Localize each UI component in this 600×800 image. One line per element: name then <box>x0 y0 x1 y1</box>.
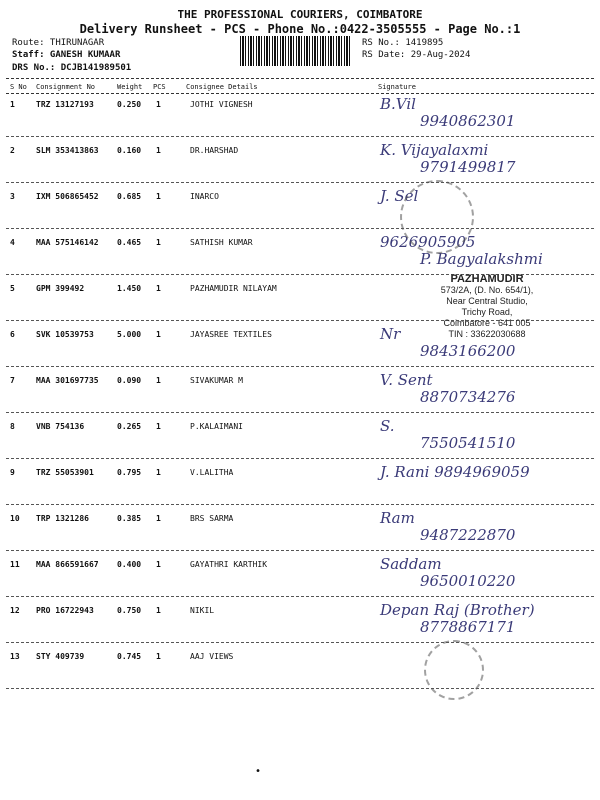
signature-line-2: 9487222870 <box>420 526 516 544</box>
cell-sno: 3 <box>10 192 15 201</box>
signature-line-2: 7550541510 <box>420 434 516 452</box>
row-separator <box>6 458 594 459</box>
col-sno: S No <box>10 83 27 91</box>
cell-wt: 5.000 <box>117 330 142 339</box>
signature-cell <box>380 142 590 176</box>
aaj-views-stamp <box>424 640 484 700</box>
col-consignment: Consignment No <box>36 83 96 91</box>
cell-sno: 6 <box>10 330 15 339</box>
cell-wt: 0.250 <box>117 100 142 109</box>
route-label: Route: THIRUNAGAR <box>12 38 105 48</box>
cell-name: SIVAKUMAR M <box>190 376 243 385</box>
cell-name: AAJ VIEWS <box>190 652 234 661</box>
signature-line-2: 9940862301 <box>420 112 516 130</box>
cell-name: SATHISH KUMAR <box>190 238 253 247</box>
cell-sno: 13 <box>10 652 20 661</box>
cell-name: GAYATHRI KARTHIK <box>190 560 268 569</box>
cell-wt: 0.090 <box>117 376 142 385</box>
cell-cn: MAA 301697735 <box>36 376 99 385</box>
cell-cn: IXM 506865452 <box>36 192 99 201</box>
row-separator <box>6 550 594 551</box>
cell-pcs: 1 <box>156 468 161 477</box>
signature-line-2: 9650010220 <box>420 572 516 590</box>
cell-pcs: 1 <box>156 284 161 293</box>
col-pcs: PCS <box>153 83 166 91</box>
header-rule-bottom <box>6 93 594 94</box>
cell-name: NIKIL <box>190 606 215 615</box>
cell-cn: TRZ 13127193 <box>36 100 94 109</box>
cell-wt: 0.465 <box>117 238 142 247</box>
row-separator <box>6 596 594 597</box>
cell-cn: SVK 10539753 <box>36 330 94 339</box>
signature-line-1: K. Vijayalaxmi <box>380 141 489 159</box>
cell-cn: VNB 754136 <box>36 422 85 431</box>
cell-wt: 0.385 <box>117 514 142 523</box>
cell-sno: 4 <box>10 238 15 247</box>
round-seal-stamp <box>400 180 474 254</box>
cell-sno: 2 <box>10 146 15 155</box>
signature-cell <box>380 96 590 130</box>
signature-line-1: Depan Raj (Brother) <box>380 601 535 619</box>
shop-address-4: Coimbatore - 641 005 <box>443 318 531 328</box>
signature-cell <box>380 510 590 544</box>
cell-pcs: 1 <box>156 606 161 615</box>
cell-sno: 9 <box>10 468 15 477</box>
row-separator <box>6 504 594 505</box>
signature-line-1: B.Vil <box>380 95 416 113</box>
signature-line-1: J. Sel <box>380 187 419 205</box>
col-consignee: Consignee Details <box>186 83 258 91</box>
cell-wt: 0.265 <box>117 422 142 431</box>
cell-sno: 8 <box>10 422 15 431</box>
shop-stamp <box>412 274 562 340</box>
cell-cn: TRZ 55053901 <box>36 468 94 477</box>
header-rule-top <box>6 78 594 79</box>
signature-line-1: V. Sent <box>380 371 433 389</box>
cell-sno: 12 <box>10 606 20 615</box>
signature-line-1: J. Rani 9894969059 <box>380 463 530 481</box>
signature-cell <box>380 464 590 481</box>
cell-sno: 1 <box>10 100 15 109</box>
cell-name: P.KALAIMANI <box>190 422 243 431</box>
signature-line-2: P. Bagyalakshmi <box>420 250 543 268</box>
cell-name: INARCO <box>190 192 219 201</box>
cell-name: JOTHI VIGNESH <box>190 100 253 109</box>
rs-date: RS Date: 29-Aug-2024 <box>362 50 471 60</box>
cell-pcs: 1 <box>156 330 161 339</box>
signature-cell <box>380 372 590 406</box>
signature-line-1: Nr <box>380 325 401 343</box>
cell-pcs: 1 <box>156 422 161 431</box>
col-signature: Signature <box>378 83 416 91</box>
cell-cn: MAA 866591667 <box>36 560 99 569</box>
cell-wt: 1.450 <box>117 284 142 293</box>
col-weight: Weight <box>117 83 143 91</box>
row-separator <box>6 412 594 413</box>
row-separator <box>6 182 594 183</box>
shop-address-2: Near Central Studio, <box>446 296 528 306</box>
cell-name: DR.HARSHAD <box>190 146 239 155</box>
signature-cell <box>380 556 590 590</box>
cell-pcs: 1 <box>156 376 161 385</box>
cell-wt: 0.160 <box>117 146 142 155</box>
runsheet-subtitle: Delivery Runsheet - PCS - Phone No.:0422-3505555 - Page No.:1 <box>79 22 521 36</box>
cell-cn: GPM 399492 <box>36 284 85 293</box>
signature-line-1: Saddam <box>380 555 442 573</box>
cell-sno: 5 <box>10 284 15 293</box>
cell-cn: PRO 16722943 <box>36 606 94 615</box>
cell-name: V.LALITHA <box>190 468 234 477</box>
row-separator <box>6 688 594 689</box>
signature-line-1: S. <box>380 417 395 435</box>
staff-label: Staff: GANESH KUMAAR <box>12 50 121 60</box>
footer-mark: • <box>255 766 262 777</box>
row-separator <box>6 136 594 137</box>
cell-pcs: 1 <box>156 238 161 247</box>
rs-number: RS No.: 1419895 <box>362 38 444 48</box>
signature-line-2: 9791499817 <box>420 158 516 176</box>
cell-name: JAYASREE TEXTILES <box>190 330 272 339</box>
signature-cell <box>380 602 590 636</box>
cell-wt: 0.745 <box>117 652 142 661</box>
cell-cn: TRP 1321286 <box>36 514 89 523</box>
cell-name: PAZHAMUDIR NILAYAM <box>190 284 277 293</box>
row-separator <box>6 228 594 229</box>
signature-line-2: 8778867171 <box>420 618 516 636</box>
cell-wt: 0.400 <box>117 560 142 569</box>
signature-line-1: 9626905905 <box>380 233 476 251</box>
drs-number: DRS No.: DCJB141989501 <box>12 63 132 73</box>
cell-pcs: 1 <box>156 514 161 523</box>
cell-pcs: 1 <box>156 146 161 155</box>
cell-pcs: 1 <box>156 652 161 661</box>
shop-address-1: 573/2A, (D. No. 654/1), <box>440 285 534 295</box>
row-separator <box>6 642 594 643</box>
signature-line-2: 8870734276 <box>420 388 516 406</box>
cell-cn: MAA 575146142 <box>36 238 99 247</box>
cell-pcs: 1 <box>156 560 161 569</box>
signature-cell <box>380 418 590 452</box>
barcode <box>240 36 350 66</box>
company-title: THE PROFESSIONAL COURIERS, COIMBATORE <box>177 8 423 21</box>
signature-line-2: 9843166200 <box>420 342 516 360</box>
cell-sno: 11 <box>10 560 20 569</box>
cell-pcs: 1 <box>156 100 161 109</box>
cell-sno: 10 <box>10 514 20 523</box>
shop-address-3: Trichy Road, <box>461 307 513 317</box>
cell-sno: 7 <box>10 376 15 385</box>
cell-wt: 0.750 <box>117 606 142 615</box>
row-separator <box>6 366 594 367</box>
cell-pcs: 1 <box>156 192 161 201</box>
shop-name: PAZHAMUDIR <box>450 273 524 285</box>
cell-wt: 0.685 <box>117 192 142 201</box>
signature-line-1: Ram <box>380 509 415 527</box>
cell-name: BRS SARMA <box>190 514 234 523</box>
cell-wt: 0.795 <box>117 468 142 477</box>
cell-cn: STY 409739 <box>36 652 85 661</box>
shop-tin: TIN : 33622030688 <box>448 329 526 339</box>
cell-cn: SLM 353413863 <box>36 146 99 155</box>
